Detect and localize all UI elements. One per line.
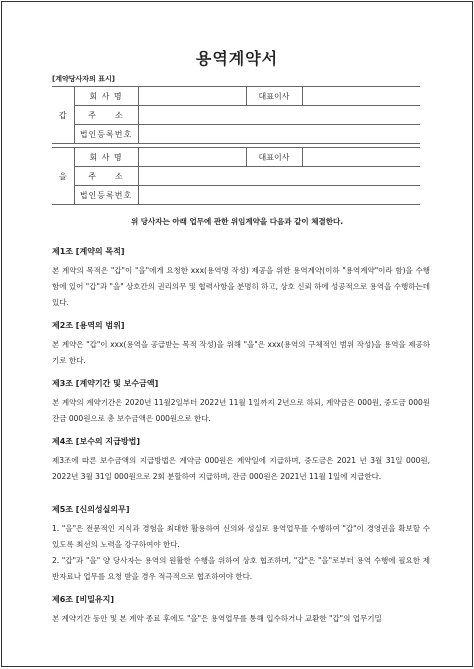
contract-intro: 위 당사자는 아래 업무에 관한 위임계약을 다음과 같이 체결한다. — [130, 217, 344, 226]
corp-reg-number-label: 법인등록번호 — [74, 125, 138, 144]
article-heading: 제4조 [보수의 지급방법] — [52, 437, 141, 446]
article-heading: 제2조 [용역의 범위] — [52, 321, 125, 330]
ceo-value[interactable] — [302, 87, 420, 106]
company-name-value[interactable] — [138, 87, 246, 106]
article-4 — [52, 436, 430, 485]
address-label: 주 소 — [74, 167, 138, 186]
address-value[interactable] — [138, 167, 420, 186]
article-3 — [52, 378, 430, 427]
company-name-value[interactable] — [138, 148, 246, 167]
company-name-label: 회 사 명 — [74, 148, 138, 167]
party-a-table — [52, 86, 420, 144]
article-5 — [52, 504, 430, 585]
article-1 — [52, 246, 430, 311]
document-title: 용역계약서 — [195, 49, 279, 68]
party-b-table — [52, 147, 420, 205]
article-clause-2: 2. "갑"과 "을" 양 당사자는 용역의 원활한 수행을 위하여 상호 협조하며, "갑"은 "을"로부터 용역 수행에 필요한 제반자료나 업무를 요청 받을 경우 적극적으로 협조하여야 한다. — [52, 556, 430, 581]
article-clause-1: 1. "을"은 전문적인 지식과 경험을 최대한 활용하여 신의와 성실로 용역업무를 수행하여 "갑"이 경영권을 확보할 수 있도록 최선의 노력을 강구하여야 한다. — [52, 524, 430, 549]
article-heading: 제1조 [계약의 목적] — [52, 247, 125, 256]
party-a-side-label: 갑 — [52, 87, 74, 144]
article-text: 제3조에 따른 보수금액의 지급방법은 계약금 000원은 계약일에 지급하며, 중도금은 2021 년 3월 31일 000원, 2022년 3월 31일 000원으로 2회 분할하여 지급하며, 잔금 000원은 2021년 11월 1일에 지급한다. — [52, 456, 430, 481]
article-text: 본 계약의 계약기간은 2020년 11월2일부터 2022년 11월 1일까지 2년으로 하되, 계약금은 000원, 중도금 000원 잔금 000원으로 총 보수금액은 000원으로 한다. — [52, 398, 430, 423]
article-text: 본 계약기간 동안 및 본 계약 종료 후에도 "을"은 용역업무를 통해 입수하거나 교환한 "갑"의 업무기밀 — [52, 614, 382, 623]
article-heading: 제6조 [비밀유지] — [52, 595, 115, 604]
article-6 — [52, 594, 430, 627]
ceo-label: 대표이사 — [246, 148, 302, 167]
article-text: 본 계약은 "갑"이 xxx(용역을 공급받는 목적 작성)을 위해 "을"은 xxx(용역의 구체적인 범위 작성)을 용역을 제공하기로 한다. — [52, 340, 430, 365]
article-text: 본 계약의 목적은 "갑"이 "을"에게 요청한 xxx(용역명 작성) 제공을 위한 용역계약(이하 "용역계약"이라 함)을 수행함에 있어 "갑"과 "을" 상호간의 권리의무 및 협력사항을 분명히 하고, 상호 신뢰 하에 성공적으로 용역을 수행하는데 있다. — [52, 266, 430, 307]
document-page — [1, 1, 473, 667]
corp-reg-number-value[interactable] — [138, 186, 420, 205]
corp-reg-number-value[interactable] — [138, 125, 420, 144]
ceo-label: 대표이사 — [246, 87, 302, 106]
article-heading: 제5조 [신의성실의무] — [52, 505, 130, 514]
parties-section-label: [계약당사자의 표시] — [52, 75, 115, 83]
article-2 — [52, 320, 430, 369]
company-name-label: 회 사 명 — [74, 87, 138, 106]
party-b-side-label: 을 — [52, 148, 74, 205]
address-label: 주 소 — [74, 106, 138, 125]
article-heading: 제3조 [계약기간 및 보수금액] — [52, 379, 159, 388]
ceo-value[interactable] — [302, 148, 420, 167]
address-value[interactable] — [138, 106, 420, 125]
corp-reg-number-label: 법인등록번호 — [74, 186, 138, 205]
